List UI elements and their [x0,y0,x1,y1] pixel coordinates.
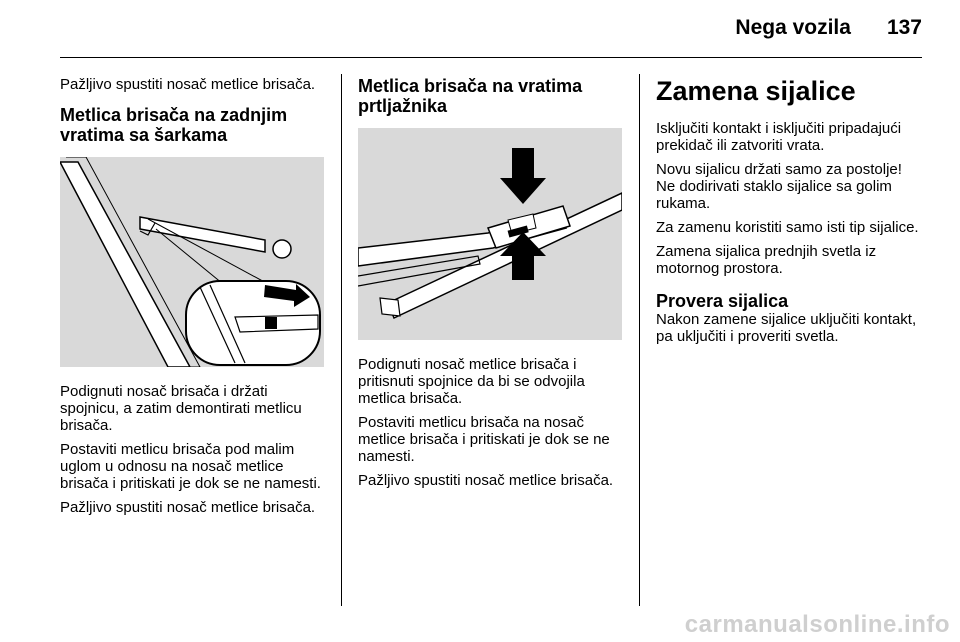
paragraph-4: Zamena sijalica prednjih svetla iz motornog prostora. [656,243,877,277]
page-number: 137 [886,16,922,39]
column-divider-2 [639,74,640,606]
bulb-check-paragraph: Nakon zamene sijalice uključiti kontakt, pa uključiti i proveriti svetla. [656,311,917,345]
intro-paragraph: Pažljivo spustiti nosač metlice brisača. [60,76,316,93]
heading-bulb-check: Provera sijalica [656,291,789,311]
paragraph-3: Za zamenu koristiti samo isti tip sijalice. [656,219,919,236]
header-rule [60,57,922,58]
paragraph-2: Postaviti metlicu brisača pod malim uglom u odnosu na nosač metlice brisača i pritiskati je dok se ne namesti. [60,441,321,492]
column-2 [358,76,630,496]
heading-bulb-replacement: Zamena sijalice [656,76,856,106]
figure-rear-wiper-hinged [60,157,324,367]
paragraph-1: Podignuti nosač metlice brisača i pritisnuti spojnice da bi se odvojila metlica brisača. [358,356,585,407]
column-1 [60,76,328,523]
watermark: carmanualsonline.info [684,611,950,638]
page-header [735,16,922,40]
heading-tailgate-wiper: Metlica brisača na vratima prtljažnika [358,76,583,116]
paragraph-1: Isključiti kontakt i isključiti pripadajući prekidač ili zatvoriti vrata. [656,120,902,154]
paragraph-2: Novu sijalicu držati samo za postolje! Ne dodirivati staklo sijalice sa golim rukama. [656,161,902,212]
heading-hinged-tailgate-wiper: Metlica brisača na zadnjim vratima sa šarkama [60,105,288,145]
section-title: Nega vozila [735,16,851,39]
column-divider-1 [341,74,342,606]
paragraph-3: Pažljivo spustiti nosač metlice brisača. [358,472,614,489]
paragraph-3: Pažljivo spustiti nosač metlice brisača. [60,499,316,516]
paragraph-2: Postaviti metlicu brisača na nosač metlice brisača i pritiskati je dok se ne namesti. [358,414,610,465]
figure-rear-wiper-tailgate [358,128,622,340]
column-3 [656,76,924,352]
paragraph-1: Podignuti nosač brisača i držati spojnicu, a zatim demontirati metlicu brisača. [60,383,302,434]
